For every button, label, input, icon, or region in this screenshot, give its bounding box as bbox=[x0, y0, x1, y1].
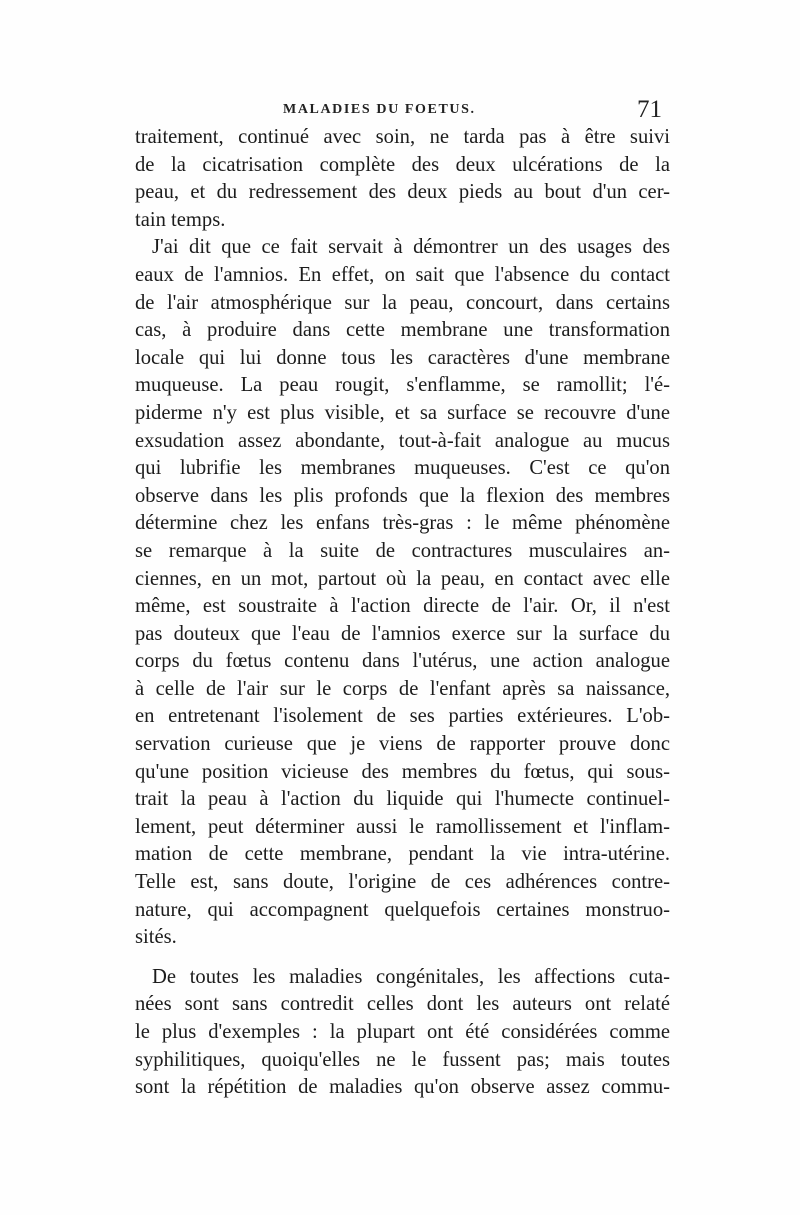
text-line: de la cicatrisation complète des deux ulcérations de la bbox=[135, 153, 670, 176]
text-line: à celle de l'air sur le corps de l'enfant après sa naissance, bbox=[135, 677, 670, 700]
text-line: peau, et du redressement des deux pieds au bout d'un cer- bbox=[135, 181, 670, 204]
text-line: De toutes les maladies congénitales, les affections cuta- bbox=[152, 965, 670, 988]
text-line: détermine chez les enfans très-gras : le même phénomène bbox=[135, 512, 670, 535]
text-line: J'ai dit que ce fait servait à démontrer un des usages des bbox=[152, 236, 670, 259]
text-line: lement, peut déterminer aussi le ramollissement et l'inflam- bbox=[135, 815, 670, 838]
text-line: servation curieuse que je viens de rapporter prouve donc bbox=[135, 733, 670, 756]
text-line: eaux de l'amnios. En effet, on sait que l'absence du contact bbox=[135, 263, 670, 286]
text-line: qui lubrifie les membranes muqueuses. C'est ce qu'on bbox=[135, 457, 670, 480]
text-line: nées sont sans contredit celles dont les auteurs ont relaté bbox=[135, 993, 670, 1016]
text-line: le plus d'exemples : la plupart ont été considérées comme bbox=[135, 1021, 670, 1043]
body-text bbox=[135, 124, 670, 1102]
text-line: traitement, continué avec soin, ne tarda pas à être suivi bbox=[135, 126, 670, 148]
text-line: trait la peau à l'action du liquide qui l'humecte continuel- bbox=[135, 788, 670, 811]
text-line: corps du fœtus contenu dans l'utérus, une action analogue bbox=[135, 650, 670, 673]
text-line: observe dans les plis profonds que la flexion des membres bbox=[135, 484, 670, 507]
running-head bbox=[133, 96, 668, 126]
text-line: en entretenant l'isolement de ses parties extérieures. L'ob- bbox=[135, 705, 670, 728]
paragraph bbox=[135, 234, 670, 951]
text-line: cas, à produire dans cette membrane une transformation bbox=[135, 319, 670, 342]
text-line: de l'air atmosphérique sur la peau, concourt, dans certains bbox=[135, 291, 670, 314]
text-line: syphilitiques, quoiqu'elles ne le fussent pas; mais toutes bbox=[135, 1048, 670, 1071]
text-line: pas douteux que l'eau de l'amnios exerce sur la surface du bbox=[135, 622, 670, 645]
text-line: Telle est, sans doute, l'origine de ces adhérences contre- bbox=[135, 871, 670, 894]
text-line: tain temps. bbox=[135, 208, 226, 231]
text-line: muqueuse. La peau rougit, s'enflamme, se ramollit; l'é- bbox=[135, 374, 670, 397]
paragraph-spacer bbox=[135, 952, 670, 964]
text-line: locale qui lui donne tous les caractères d'une membrane bbox=[135, 346, 670, 369]
text-line: sités. bbox=[135, 926, 177, 949]
text-line: mation de cette membrane, pendant la vie intra-utérine. bbox=[135, 843, 670, 866]
text-line: piderme n'y est plus visible, et sa surface se recouvre d'une bbox=[135, 401, 670, 424]
text-line: se remarque à la suite de contractures musculaires an- bbox=[135, 539, 670, 562]
text-line: même, est soustraite à l'action directe de l'air. Or, il n'est bbox=[135, 595, 670, 618]
page-number: 71 bbox=[637, 96, 662, 123]
running-title: MALADIES DU FOETUS. bbox=[283, 102, 476, 117]
text-line: ciennes, en un mot, partout où la peau, en contact avec elle bbox=[135, 567, 670, 590]
paragraph bbox=[135, 124, 670, 234]
text-line: qu'une position vicieuse des membres du fœtus, qui sous- bbox=[135, 760, 670, 783]
text-line: nature, qui accompagnent quelquefois certaines monstruo- bbox=[135, 898, 670, 921]
text-line: sont la répétition de maladies qu'on observe assez commu- bbox=[135, 1076, 670, 1099]
text-line: exsudation assez abondante, tout-à-fait analogue au mucus bbox=[135, 429, 670, 452]
paragraph bbox=[135, 964, 670, 1102]
